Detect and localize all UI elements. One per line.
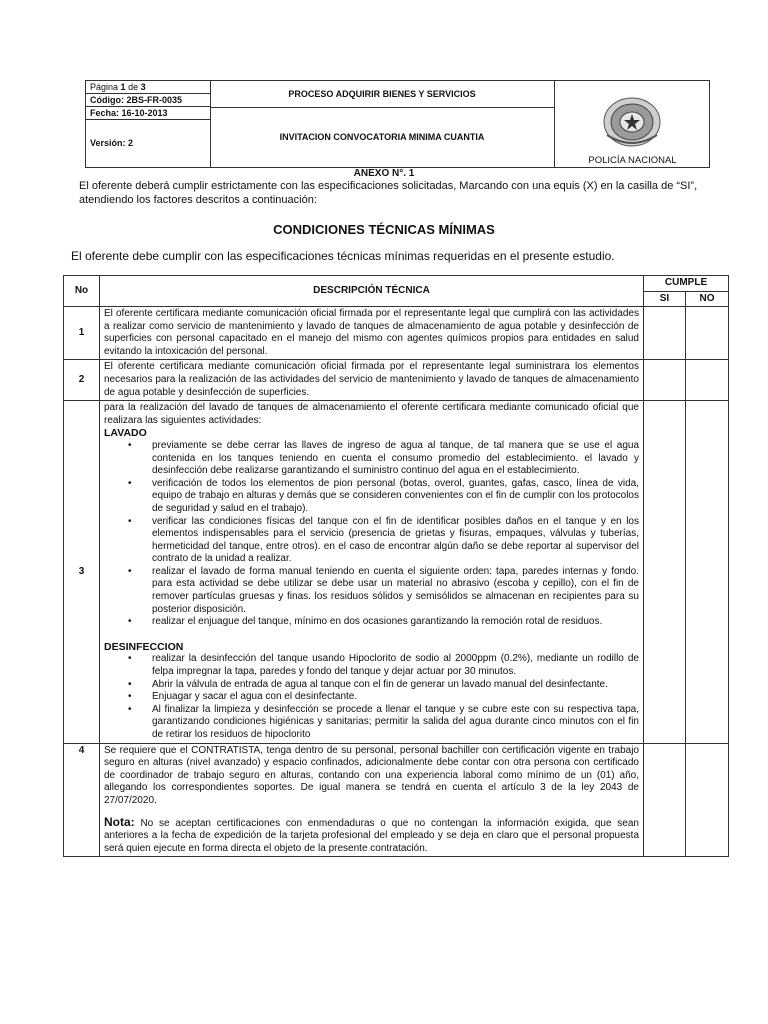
list-item (128, 477, 639, 516)
list-item-text: verificación de todos los elementos de pion personal (botas, overol, guantes, gafas, casco, línea de vida, equipo de trabajo en alturas y demás que se consideren convenientes con el fin de cumplir con los protocolos de seguridad y salud en el trabajo). (152, 477, 639, 514)
row-intro: para la realización del lavado de tanques de almacenamiento el oferente certificara mediante comunicado oficial que realizara las siguientes actividades: (104, 402, 639, 426)
bullet-icon: • (128, 653, 132, 665)
list-item (128, 691, 639, 704)
row-number: 4 (64, 743, 100, 857)
bullet-icon: • (128, 678, 132, 690)
document-version: Versión: 2 (90, 138, 134, 148)
col-header-no-answer: NO (686, 292, 729, 307)
row-description: El oferente certificara mediante comunicación oficial firmada por el representante legal que cumplirá con las actividades a realizar como servicio de mantenimiento y lavado de tanques de almacenamiento de agua potable y desinfección de superficies con personal capacitado en el manejo del mismo con agentes químicos propios para entidades en salud evitando la intoxicación del personal. (100, 307, 644, 360)
row-number: 3 (64, 401, 100, 743)
cumple-no-cell[interactable] (686, 307, 729, 360)
list-item-text: Al finalizar la limpieza y desinfección se procede a llenar el tanque y se cubre este con su respectiva tapa, garantizando condiciones higiénicas y sanitarias; permitir la salida del agua durante cinco minutos con el fin de retirar los residuos de hipoclorito (152, 703, 639, 740)
row-description (100, 401, 644, 743)
list-item-text: realizar la desinfección del tanque usando Hipoclorito de sodio al 2000ppm (0.2%), mediante un rodillo de felpa impregnar la tapa, paredes y fondo del tanque y dejar actuar por 30 minutos. (152, 653, 639, 678)
document-code: Código: 2BS-FR-0035 (86, 94, 210, 107)
spacer (104, 808, 639, 816)
list-item (128, 439, 639, 478)
cumple-no-cell[interactable] (686, 743, 729, 857)
nota-text: No se aceptan certificaciones con enmendaduras o que no contengan la información exigida, que sean anteriores a la fecha de expedición de la tarjeta profesional del empleado y se deja en claro que el personal propuesta será quien ejecute en forma directa el objeto de la presente contratación. (104, 817, 639, 854)
table-header-row (64, 276, 729, 292)
list-item (128, 515, 639, 566)
cumple-si-cell[interactable] (644, 307, 686, 360)
lead-paragraph: El oferente debe cumplir con las especificaciones técnicas mínimas requeridas en el presente estudio. (71, 249, 615, 263)
row-number: 2 (64, 360, 100, 401)
page-number: 1 (120, 82, 126, 92)
col-header-no: No (64, 276, 100, 307)
row-number: 1 (64, 307, 100, 360)
cumple-si-cell[interactable] (644, 401, 686, 743)
cumple-si-cell[interactable] (644, 360, 686, 401)
col-header-description: DESCRIPCIÓN TÉCNICA (100, 276, 644, 307)
list-item-text: previamente se debe cerrar las llaves de ingreso de agua al tanque, de tal manera que se use el agua contenida en los tanques teniendo en cuenta el consumo promedio del establecimiento. el lavado y desinfección debe realizarse garantizando el suministro continuo del agua en el establecimiento. (152, 439, 639, 477)
organization-name: POLICÍA NACIONAL (588, 155, 677, 166)
row-description: El oferente certificara mediante comunicación oficial firmada por el representante legal suministrara los elementos necesarios para la realización de las actividades del servicio de mantenimiento y lavado de tanques de almacenamiento de agua potable y desinfección de superficies. (100, 360, 644, 401)
list-item (128, 616, 639, 629)
row-description (100, 743, 644, 857)
nota-label: Nota: (104, 814, 135, 829)
cumple-no-cell[interactable] (686, 401, 729, 743)
list-item-text: verificar las condiciones físicas del tanque con el fin de identificar posibles daños en el tanque y en los elementos indispensables para el servicio (presencia de grietas y fisuras, empaques, válvulas y tuberías, hermeticidad del tanque, entre otros). en el caso de encontrar algún daño se debe reportar al supervisor del contrato de la unidad a realizar. (152, 515, 639, 565)
conditions-title: CONDICIONES TÉCNICAS MÍNIMAS (273, 222, 495, 237)
list-item-text: Abrir la válvula de entrada de agua al tanque con el fin de generar un lavado manual del desinfectante. (152, 678, 608, 690)
header-title-block (210, 81, 555, 167)
bullet-icon: • (128, 565, 132, 577)
desinfeccion-list (104, 653, 639, 741)
document-date: Fecha: 16-10-2013 (86, 107, 210, 120)
cumple-si-cell[interactable] (644, 743, 686, 857)
header-meta (86, 81, 211, 167)
row-text: Se requiere que el CONTRATISTA, tenga dentro de su personal, personal bachiller con certificación vigente en trabajo seguro en alturas (nivel avanzado) y espacio confinados, adicionalmente debe contar con otra persona con certificado de coordinador de trabajo seguro en alturas, contando con una experiencia laboral como mínimo de un (01) año, allegando los correspondientes soportes. De igual manera se tendrá en cuenta el artículo 3 de la ley 2043 de 27/07/2020. (104, 744, 639, 806)
header-logo (555, 81, 710, 167)
lavado-heading: LAVADO (104, 427, 147, 440)
spacer (104, 629, 639, 641)
bullet-icon: • (128, 477, 132, 489)
document-header (85, 80, 710, 168)
page-indicator (86, 81, 210, 94)
col-header-cumple: CUMPLE (644, 276, 729, 292)
bullet-icon: • (128, 616, 132, 628)
process-title: PROCESO ADQUIRIR BIENES Y SERVICIOS (210, 81, 554, 108)
table-row (64, 307, 729, 360)
list-item (128, 703, 639, 742)
table-row (64, 743, 729, 857)
list-item-text: Enjuagar y sacar el agua con el desinfectante. (152, 691, 358, 703)
list-item-text: realizar el enjuague del tanque, mínimo en dos ocasiones garantizando la remoción rotal de residuos. (152, 616, 603, 628)
invitation-title: INVITACION CONVOCATORIA MINIMA CUANTIA (279, 132, 485, 142)
bullet-icon: • (128, 691, 132, 703)
desinfeccion-heading: DESINFECCION (104, 640, 184, 653)
list-item (128, 565, 639, 616)
police-emblem-icon (601, 95, 663, 149)
bullet-icon: • (128, 515, 132, 527)
col-header-si: SI (644, 292, 686, 307)
bullet-icon: • (128, 703, 132, 715)
table-row (64, 360, 729, 401)
table-row (64, 401, 729, 743)
intro-paragraph: El oferente deberá cumplir estrictamente con las especificaciones solicitadas, Marcando con una equis (X) en la casilla de “SI”, atendiendo los factores descritos a continuación: (79, 180, 698, 206)
page-prefix: Página (90, 82, 119, 92)
page-total: 3 (140, 82, 146, 92)
nota-paragraph (104, 816, 639, 856)
list-item-text: realizar el lavado de forma manual teniendo en cuenta el siguiente orden: tapa, paredes internas y fondo. para esta actividad se debe utilizar se debe usar un material no abrasivo (escoba y cepillo), con el fin de remover partículas gruesas y finas. los residuos sólidos y semisólidos se almacenan en recipientes para su posterior disposición. (152, 565, 639, 615)
cumple-no-cell[interactable] (686, 360, 729, 401)
bullet-icon: • (128, 439, 132, 451)
page-of: de (128, 82, 139, 92)
lavado-list (104, 440, 639, 629)
list-item (128, 678, 639, 692)
annex-title: ANEXO N°. 1 (353, 168, 415, 179)
technical-conditions-table (63, 275, 729, 857)
list-item (128, 653, 639, 678)
